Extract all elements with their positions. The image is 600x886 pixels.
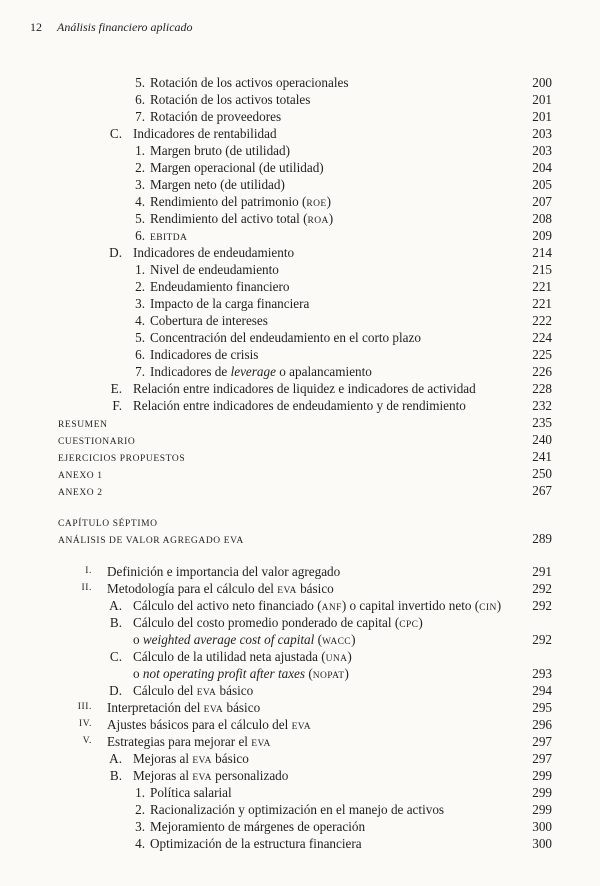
toc-entry	[0, 482, 600, 499]
toc-entry-page: 222	[532, 313, 552, 328]
toc-entry-page: 235	[532, 415, 552, 430]
toc-entry-number: II.	[81, 583, 92, 593]
toc-entry-page: 291	[532, 564, 552, 579]
toc-entry	[0, 91, 600, 108]
toc-entry-page: 221	[532, 279, 552, 294]
toc-entry-title: Rendimiento del activo total (ROA)	[150, 211, 334, 226]
toc-entry-title: ANÁLISIS DE VALOR AGREGADO EVA	[58, 536, 244, 546]
toc-entry-page: 225	[532, 347, 552, 362]
toc-entry	[0, 631, 600, 648]
toc-entry-page: 300	[532, 819, 552, 834]
toc-entry-page: 228	[532, 381, 552, 396]
toc-entry-title: o not operating profit after taxes (NOPAT)	[133, 666, 349, 681]
toc-entry-number: 4.	[135, 313, 145, 328]
toc-entry-page: 292	[532, 632, 552, 647]
toc-entry-title: Ajustes básicos para el cálculo del EVA	[107, 717, 312, 732]
toc-entry-title: Indicadores de crisis	[150, 347, 259, 362]
toc-entry-number: 1.	[135, 262, 145, 277]
toc-entry-number: 7.	[135, 109, 145, 124]
toc-entry-number: 1.	[135, 785, 145, 800]
toc-entry	[0, 648, 600, 665]
toc-entry	[0, 278, 600, 295]
toc-entry-page: 299	[532, 768, 552, 783]
toc-entry-title: Política salarial	[150, 785, 232, 800]
toc-entry-page: 295	[532, 700, 552, 715]
toc-entry-title: Interpretación del EVA básico	[107, 700, 261, 715]
toc-entry-page: 226	[532, 364, 552, 379]
toc-entry-number: B.	[109, 768, 122, 783]
toc-entry	[0, 465, 600, 482]
toc-entry	[0, 108, 600, 125]
toc-entry-page: 299	[532, 802, 552, 817]
toc-entry	[0, 563, 600, 580]
toc-entry-title: Cobertura de intereses	[150, 313, 268, 328]
toc-entry-title: Margen operacional (de utilidad)	[150, 160, 324, 175]
toc-entry-title: CUESTIONARIO	[58, 437, 136, 447]
toc-entry	[0, 210, 600, 227]
toc-entry-page: 209	[532, 228, 552, 243]
toc-entry-page: 297	[532, 751, 552, 766]
toc-entry	[0, 699, 600, 716]
toc-entry-number: B.	[109, 615, 122, 630]
toc-entry-number: I.	[85, 566, 92, 576]
toc-entry-number: F.	[112, 398, 122, 413]
toc-entry	[0, 193, 600, 210]
toc-entry-title: Cálculo del costo promedio ponderado de capital (CPC)	[133, 615, 423, 630]
toc-entry	[0, 414, 600, 431]
running-title: Análisis financiero aplicado	[57, 20, 193, 34]
toc-entry-title: EBITDA	[150, 233, 188, 243]
toc-entry-page: 200	[532, 75, 552, 90]
toc-entry-number: 3.	[135, 177, 145, 192]
toc-entry-title: Estrategias para mejorar el EVA	[107, 734, 271, 749]
toc-entry-number: 2.	[135, 160, 145, 175]
toc-entry-title: Racionalización y optimización en el manejo de activos	[150, 802, 445, 817]
toc-entry	[0, 244, 600, 261]
toc-entry-title: Relación entre indicadores de liquidez e indicadores de actividad	[133, 381, 476, 396]
toc-entry-title: EJERCICIOS PROPUESTOS	[58, 454, 186, 464]
toc-entry	[0, 750, 600, 767]
toc-entry-number: 4.	[135, 836, 145, 851]
toc-entry-number: 7.	[135, 364, 145, 379]
toc-entry-title: Endeudamiento financiero	[150, 279, 290, 294]
toc-entry-page: 296	[532, 717, 552, 732]
toc-entry	[0, 74, 600, 91]
toc-entry	[0, 835, 600, 852]
toc-entry-title: RESUMEN	[58, 420, 108, 430]
toc-entry-number: IV.	[79, 719, 92, 729]
toc-entry-number: C.	[109, 126, 122, 141]
toc-entry-number: D.	[109, 683, 122, 698]
toc-entry-number: III.	[77, 702, 92, 712]
toc-entry-page: 294	[532, 683, 552, 698]
toc-entry-number: 6.	[135, 347, 145, 362]
toc-entry-title: Cálculo del EVA básico	[133, 683, 254, 698]
toc-entry-page: 240	[532, 432, 552, 447]
toc-entry-number: 3.	[135, 819, 145, 834]
toc-entry	[0, 176, 600, 193]
toc-entry-page: 292	[532, 598, 552, 613]
toc-entry	[0, 363, 600, 380]
toc-entry-number: 6.	[135, 92, 145, 107]
toc-entry	[0, 665, 600, 682]
toc-entry-page: 250	[532, 466, 552, 481]
toc-entry-number: D.	[109, 245, 122, 260]
toc-entry-number: 6.	[135, 228, 145, 243]
toc-entry-page: 292	[532, 581, 552, 596]
toc-entry	[0, 346, 600, 363]
toc-entry	[0, 397, 600, 414]
toc-entry-page: 203	[532, 143, 552, 158]
toc-entry-number: 5.	[135, 75, 145, 90]
toc-entry-title: Rendimiento del patrimonio (ROE)	[150, 194, 331, 209]
toc-entry-page: 267	[532, 483, 552, 498]
toc-entry	[0, 125, 600, 142]
toc-entry-title: Nivel de endeudamiento	[150, 262, 279, 277]
toc-entry-title: Optimización de la estructura financiera	[150, 836, 362, 851]
toc-entry-page: 293	[532, 666, 552, 681]
toc-entry	[0, 614, 600, 631]
toc-entry-page: 289	[532, 531, 552, 546]
toc-entry-title: Impacto de la carga financiera	[150, 296, 310, 311]
toc-entry-page: 297	[532, 734, 552, 749]
toc-entry-number: A.	[109, 598, 122, 613]
toc-entry-page: 201	[532, 109, 552, 124]
toc-entry-title: Rotación de los activos operacionales	[150, 75, 349, 90]
toc-entry-title: ANEXO 1	[58, 471, 103, 481]
toc-entry-title: Metodología para el cálculo del EVA básico	[107, 581, 334, 596]
toc-entry	[0, 159, 600, 176]
toc-entry	[0, 431, 600, 448]
toc-entry	[0, 580, 600, 597]
toc-entry	[0, 142, 600, 159]
running-header	[30, 20, 193, 35]
toc-entry-title: Relación entre indicadores de endeudamiento y de rendimiento	[133, 398, 466, 413]
toc-entry	[0, 733, 600, 750]
toc-entry-title: Indicadores de rentabilidad	[133, 126, 277, 141]
toc-entry-number: C.	[109, 649, 122, 664]
toc-entry-page: 208	[532, 211, 552, 226]
toc-entry	[0, 784, 600, 801]
toc-entry-page: 300	[532, 836, 552, 851]
toc-entry-number: 3.	[135, 296, 145, 311]
toc-entry-title: Cálculo de la utilidad neta ajustada (UNA)	[133, 649, 352, 664]
toc-entry-title: Indicadores de leverage o apalancamiento	[150, 364, 372, 379]
toc-entry-page: 203	[532, 126, 552, 141]
toc-entry-page: 207	[532, 194, 552, 209]
toc-entry-title: Margen neto (de utilidad)	[150, 177, 285, 192]
toc-entry-title: Margen bruto (de utilidad)	[150, 143, 291, 158]
toc-entry	[0, 597, 600, 614]
toc-entry-page: 224	[532, 330, 552, 345]
toc-entry	[0, 513, 600, 530]
toc-entry	[0, 312, 600, 329]
toc-entry-number: 5.	[135, 211, 145, 226]
toc-entry-title: CAPÍTULO SÉPTIMO	[58, 519, 158, 529]
toc-entry-page: 205	[532, 177, 552, 192]
toc-entry-title: Mejoramiento de márgenes de operación	[150, 819, 366, 834]
toc-entry-page: 214	[532, 245, 552, 260]
toc-entry-title: o weighted average cost of capital (WACC)	[133, 632, 356, 647]
toc-entry-number: 2.	[135, 802, 145, 817]
toc-entry	[0, 682, 600, 699]
toc-entry	[0, 261, 600, 278]
toc-entry-number: V.	[82, 736, 92, 746]
toc-entry-number: A.	[109, 751, 122, 766]
toc-entry-title: Rotación de proveedores	[150, 109, 282, 124]
toc-entry-page: 232	[532, 398, 552, 413]
toc-entry	[0, 767, 600, 784]
toc-entry	[0, 818, 600, 835]
toc-entry-title: Concentración del endeudamiento en el corto plazo	[150, 330, 421, 345]
toc-entry-title: Mejoras al EVA personalizado	[133, 768, 289, 783]
toc-entry	[0, 380, 600, 397]
toc-entry-number: 1.	[135, 143, 145, 158]
toc-entry-title: ANEXO 2	[58, 488, 103, 498]
toc-entry-number: E.	[110, 381, 122, 396]
toc-entry-title: Cálculo del activo neto financiado (ANF) o capital invertido neto (CIN)	[133, 598, 502, 613]
toc-entry	[0, 329, 600, 346]
toc-entry	[0, 227, 600, 244]
toc-entry	[0, 448, 600, 465]
toc-entry	[0, 801, 600, 818]
toc-entry-page: 215	[532, 262, 552, 277]
toc-entry-number: 4.	[135, 194, 145, 209]
toc-entry-number: 2.	[135, 279, 145, 294]
toc-entry-page: 221	[532, 296, 552, 311]
toc-entry	[0, 530, 600, 547]
toc-entry-title: Mejoras al EVA básico	[133, 751, 249, 766]
toc-entry-title: Indicadores de endeudamiento	[133, 245, 295, 260]
toc-entry-page: 201	[532, 92, 552, 107]
toc-entry-page: 204	[532, 160, 552, 175]
toc-entry	[0, 295, 600, 312]
toc-entry-page: 241	[532, 449, 552, 464]
toc-entry-title: Definición e importancia del valor agregado	[107, 564, 341, 579]
page-number: 12	[30, 20, 42, 34]
toc-entry-number: 5.	[135, 330, 145, 345]
toc-entry-title: Rotación de los activos totales	[150, 92, 311, 107]
toc-entry-page: 299	[532, 785, 552, 800]
toc-entry	[0, 716, 600, 733]
